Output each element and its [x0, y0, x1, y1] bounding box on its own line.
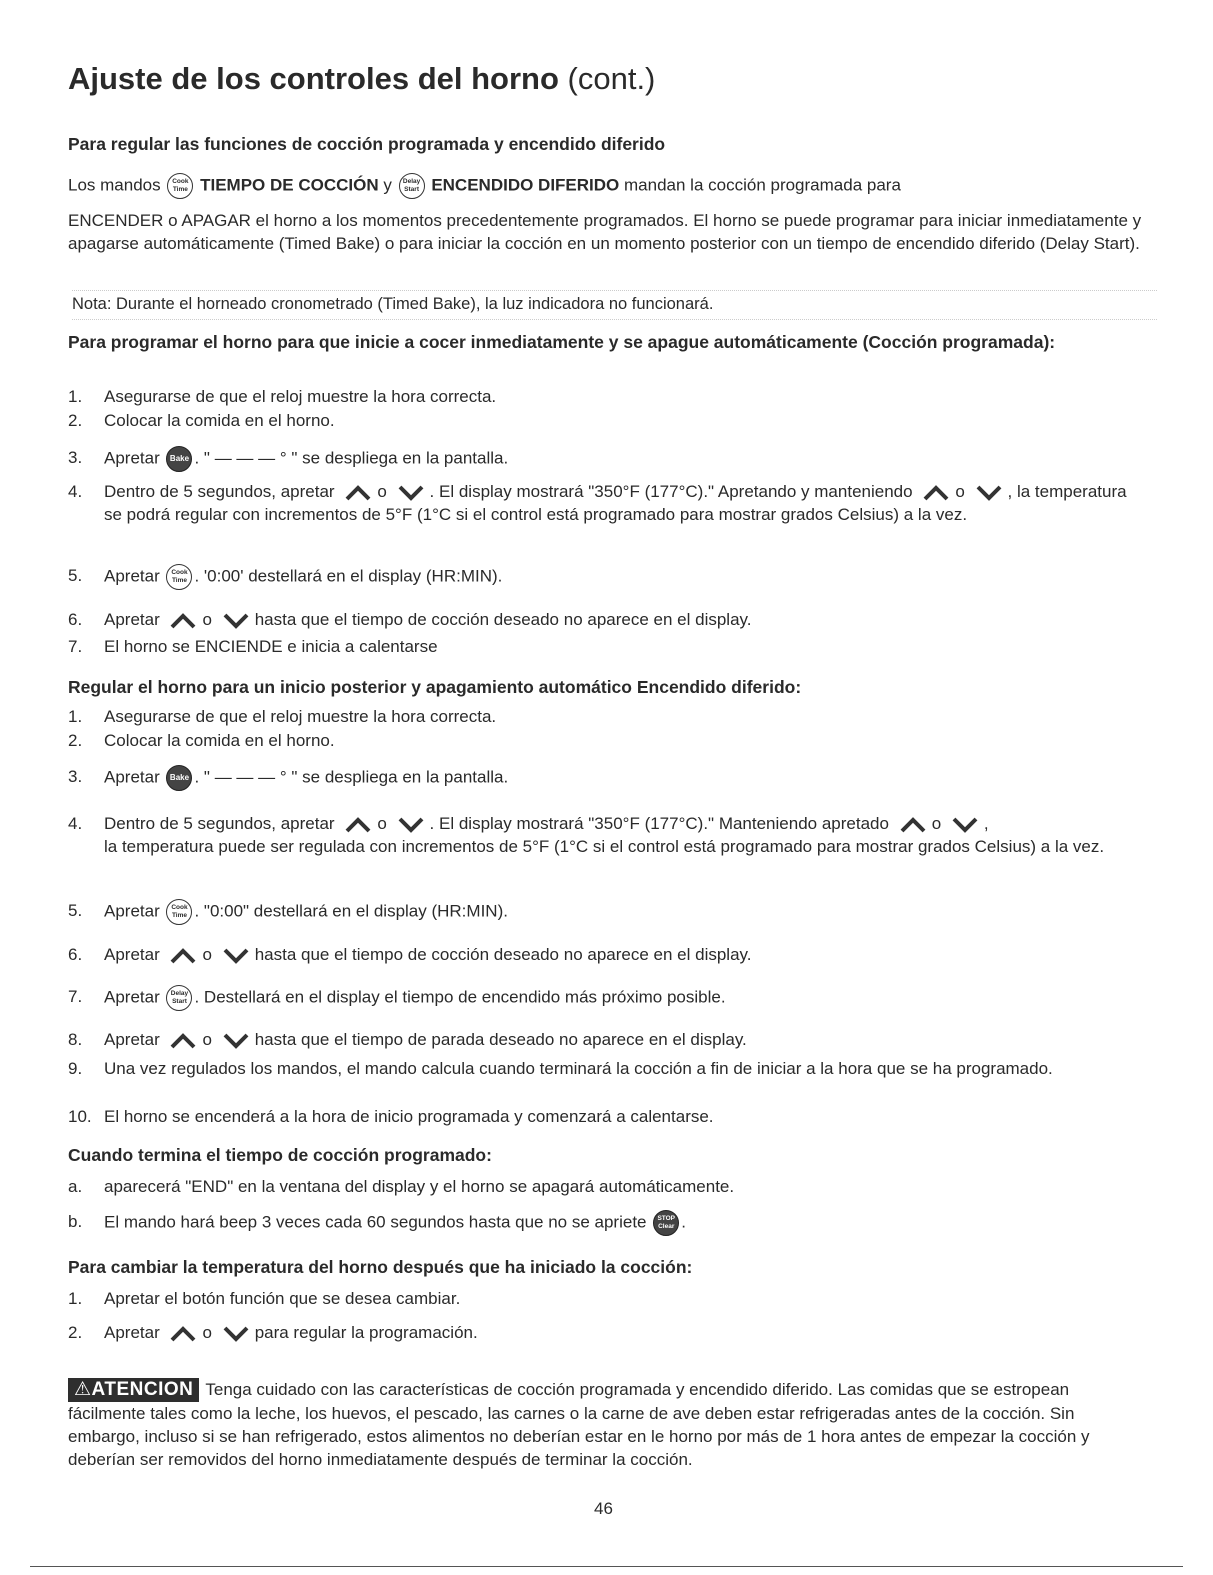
- intro-paragraph-line1: Los mandos Cook Time TIEMPO DE COCCIÓN y Delay Start ENCENDIDO DIFERIDO mandan la cocción programada para: [68, 173, 1148, 199]
- delay-start-icon: Delay Start: [166, 985, 192, 1011]
- warning-icon: ⚠ATENCION: [68, 1378, 199, 1402]
- manual-page: Ajuste de los controles del horno (cont.) Para regular las funciones de cocción programada y encendido diferido Los mandos Cook Time TIEMPO DE COCCIÓN y Delay Start ENCENDIDO DIFERIDO mandan la cocción programada para ENCENDER o APAGAR el horno a los momentos precedentemente programados. El horno se puede programar para iniciar inmediatamente y apagarse automáticamente (Timed Bake) o para iniciar la cocción en un momento posterior con un tiempo de encendido diferido (Delay Start). Nota: Durante el horneado cronometrado (Timed Bake), la luz indicadora no funcionará. Para programar el horno para que inicie a cocer inmediatamente y se apague automáticamente (Cocción programada): 1. Asegurarse de que el reloj muestre la hora correcta. 2. Colocar la comida en el horno. 3. Apretar Bake . " — — — ° " se despliega en la pantalla. 4. Dentro de 5 segundos, apretar o . El display mostrará "350°F (177°C)." Apretando y manteniendo o , la temperatura se podrá regular con incrementos de 5°F (1°C si el control está programado para mostrar grados Celsius) a la vez. 5. Apretar Cook Time . '0:00' destellará en el display (HR:MIN). 6. Apretar o hasta que el tiempo de cocción deseado no aparece en el display. 7. El horno se ENCIENDE e inicia a calentarse Regular el horno para un inicio posterior y apagamiento automático Encendido diferido: 1. Asegurarse de que el reloj muestre la hora correcta. 2. Colocar la comida en el horno. 3. Apretar Bake . " — — — ° " se despliega en la pantalla. 4. Dentro de 5 segundos, apretar o . El display mostrará "350°F (177°C)." Manteniendo apretado o , la temperatura puede ser regulada con incrementos de 5°F (1°C si el control está programado para mostrar grados Celsius) a la vez. 5. Apretar Cook Time . "0:00" destellará en el display (HR:MIN). 6. Apretar o hasta que el tiempo de cocción deseado no aparece en el display. 7. Apretar Delay Start . Destellará en el display el tiempo de encendido más próximo posible. 8. Apretar o hasta que el tiempo de parada deseado no aparece en el display. 9. Una vez regulados los mandos, el mando calcula cuando terminará la cocción a fin de iniciar a la hora que se ha programado. 10. El horno se encenderá a la hora de inicio programada y comenzará a calentarse. Cuando termina el tiempo de cocción programado: a. aparecerá "END" en la ventana del display y el horno se apagará automáticamente. b. El mando hará beep 3 veces cada 60 segundos hasta que no se apriete STOP Clear . Para cambiar la temperatura del horno después que ha iniciado la cocción: 1. Apretar el botón función que se desea cambiar. 2. Apretar o para regular la programación. ⚠ATENCION Tenga cuidado con las características de cocción programada y encendido diferido. Las comidas que se estropean fácilmente tales como la leche, los huevos, el pescado, las carnes o la carne de ave deben estar refrigeradas antes de la cocción. Sin embargo, incluso si se han refrigerado, estos alimentos no deberían estar en le horno por más de 1 hora antes de empezar la cocción y deberían ser removidos del horno inmediatamente después de terminar la cocción. 46: [0, 0, 1213, 1575]
- page-title: Ajuste de los controles del horno (cont.): [68, 61, 656, 96]
- down-arrow-icon: [223, 1326, 249, 1342]
- down-arrow-icon: [223, 1033, 249, 1049]
- note-timed-bake: Nota: Durante el horneado cronometrado (Timed Bake), la luz indicadora no funcionará.: [72, 290, 1157, 320]
- cook-time-icon: Cook Time: [166, 564, 192, 590]
- bake-icon: Bake: [166, 765, 192, 791]
- section-heading-delay-start: Regular el horno para un inicio posterior y apagamiento automático Encendido diferido:: [68, 677, 802, 697]
- up-arrow-icon: [170, 613, 196, 629]
- cook-time-icon: Cook Time: [166, 899, 192, 925]
- section-heading-change-temp: Para cambiar la temperatura del horno después que ha iniciado la cocción:: [68, 1257, 693, 1277]
- down-arrow-icon: [398, 817, 424, 833]
- stop-clear-icon: STOP Clear: [653, 1210, 679, 1236]
- up-arrow-icon: [170, 1326, 196, 1342]
- down-arrow-icon: [398, 485, 424, 501]
- delay-start-icon: Delay Start: [399, 173, 425, 199]
- intro-paragraph: ENCENDER o APAGAR el horno a los momentos precedentemente programados. El horno se puede programar para iniciar inmediatamente y apagarse automáticamente (Timed Bake) o para iniciar la cocción en un momento posterior con un tiempo de encendido diferido (Delay Start).: [68, 211, 1142, 253]
- up-arrow-icon: [345, 817, 371, 833]
- section-heading-timed-bake: Para programar el horno para que inicie a cocer inmediatamente y se apague automáticamente (Cocción programada):: [68, 332, 1056, 352]
- up-arrow-icon: [170, 948, 196, 964]
- down-arrow-icon: [223, 613, 249, 629]
- down-arrow-icon: [223, 948, 249, 964]
- down-arrow-icon: [952, 817, 978, 833]
- up-arrow-icon: [900, 817, 926, 833]
- down-arrow-icon: [976, 485, 1002, 501]
- page-number: 46: [594, 1499, 613, 1518]
- warning-paragraph: ⚠ATENCION Tenga cuidado con las características de cocción programada y encendido diferido. Las comidas que se estropean fácilmente tales como la leche, los huevos, el pescado, las carnes o la carne de ave deben estar refrigeradas antes de la cocción. Sin embargo, incluso si se han refrigerado, estos alimentos no deberían estar en le horno por más de 1 hora antes de empezar la cocción y deberían ser removidos del horno inmediatamente después de terminar la cocción.: [68, 1379, 1090, 1469]
- section-heading-timed-delay: Para regular las funciones de cocción programada y encendido diferido: [68, 134, 666, 154]
- up-arrow-icon: [345, 485, 371, 501]
- up-arrow-icon: [170, 1033, 196, 1049]
- bake-icon: Bake: [166, 446, 192, 472]
- bottom-divider: [30, 1566, 1183, 1567]
- up-arrow-icon: [923, 485, 949, 501]
- cook-time-icon: Cook Time: [167, 173, 193, 199]
- section-heading-end-of-cook: Cuando termina el tiempo de cocción programado:: [68, 1145, 492, 1165]
